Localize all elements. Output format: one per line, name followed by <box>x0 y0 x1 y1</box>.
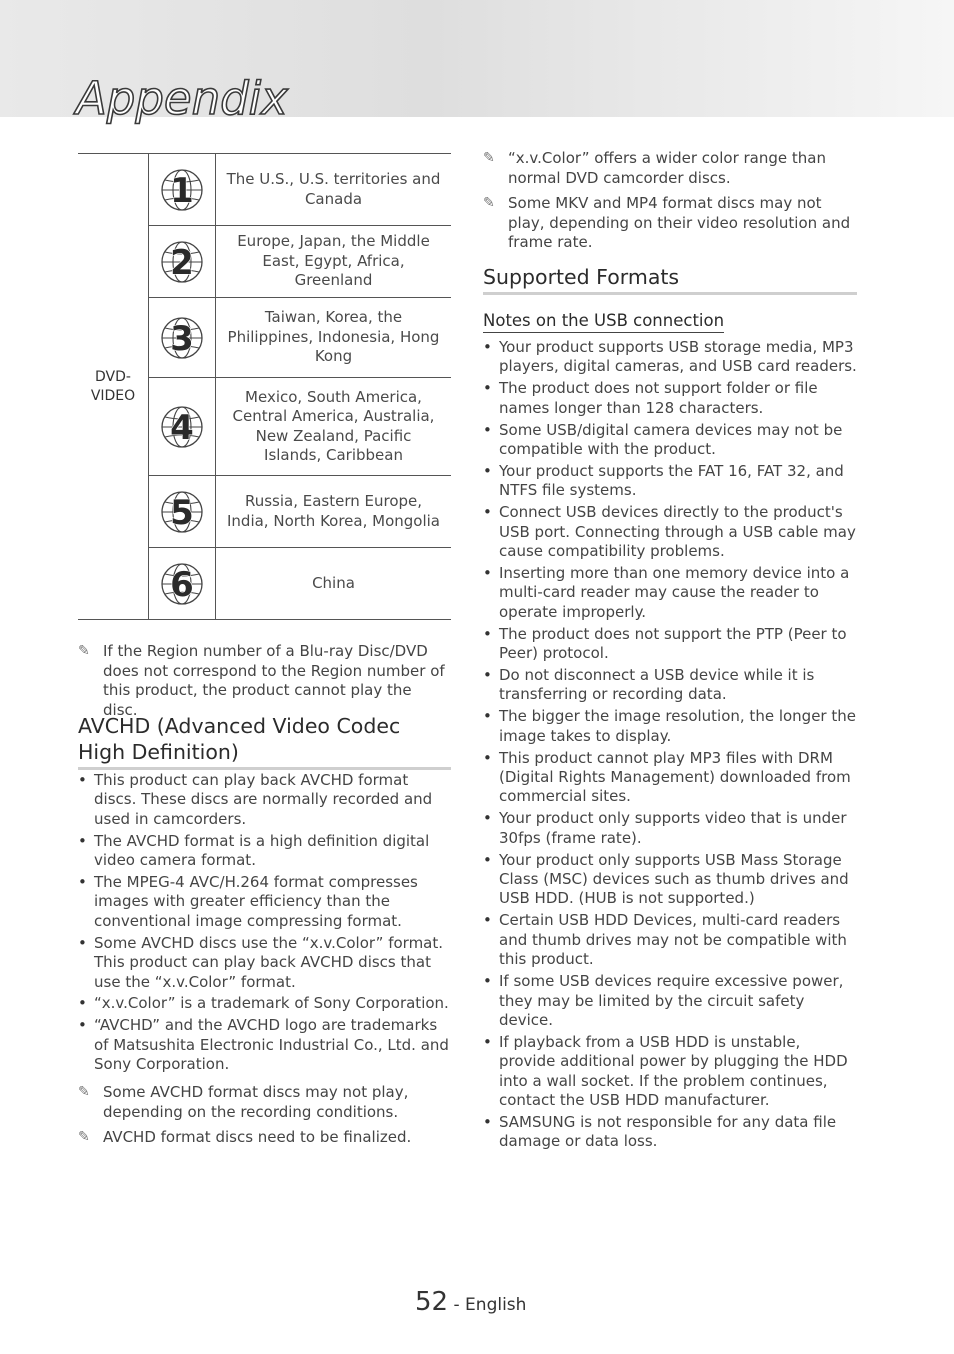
list-item: • Your product supports USB storage media, MP3 players, digital cameras, and USB card readers. <box>483 338 859 377</box>
pencil-note-icon: ✎ <box>78 1084 90 1100</box>
globe-cell <box>149 154 216 226</box>
region-1-globe-icon <box>160 168 204 212</box>
region-note-text: If the Region number of a Blu-ray Disc/DVD does not correspond to the Region number of this product, the product cannot play the disc. <box>103 642 445 719</box>
list-item: • Inserting more than one memory device into a multi-card reader may cause the reader to operate improperly. <box>483 564 859 622</box>
note <box>78 1083 450 1122</box>
page-number: 52 <box>415 1287 449 1317</box>
list-item: • The MPEG-4 AVC/H.264 format compresses images with greater efficiency than the conventional image compressing format. <box>78 873 453 931</box>
list-item: • The AVCHD format is a high definition digital video camera format. <box>78 832 453 871</box>
supported-formats-title: Supported Formats <box>483 264 857 295</box>
note-text: AVCHD format discs need to be finalized. <box>103 1128 412 1146</box>
list-item: • If some USB devices require excessive power, they may be limited by the circuit safety device. <box>483 972 859 1030</box>
usb-bullet-list <box>483 338 859 1154</box>
region-row <box>78 154 451 226</box>
region-description: Europe, Japan, the Middle East, Egypt, Africa, Greenland <box>237 232 430 290</box>
region-number: 2 <box>170 242 194 283</box>
region-5-globe-icon <box>160 490 204 534</box>
note-text: “x.v.Color” offers a wider color range than normal DVD camcorder discs. <box>508 149 826 187</box>
pencil-note-icon: ✎ <box>78 1129 90 1145</box>
region-description: Russia, Eastern Europe, India, North Korea, Mongolia <box>227 492 440 530</box>
list-item: • Your product only supports video that is under 30fps (frame rate). <box>483 809 859 848</box>
list-item: • Do not disconnect a USB device while it is transferring or recording data. <box>483 666 859 705</box>
list-item: • Connect USB devices directly to the product's USB port. Connecting through a USB cable may cause compatibility problems. <box>483 503 859 561</box>
list-item: • SAMSUNG is not responsible for any data file damage or data loss. <box>483 1113 859 1152</box>
list-item: • Certain USB HDD Devices, multi-card readers and thumb drives may not be compatible with this product. <box>483 911 859 969</box>
note-text: Some MKV and MP4 format discs may not play, depending on their video resolution and frame rate. <box>508 194 851 251</box>
region-number: 5 <box>170 492 194 533</box>
region-description: Mexico, South America, Central America, Australia, New Zealand, Pacific Islands, Caribbean <box>232 387 435 464</box>
globe-cell <box>149 378 216 476</box>
pencil-note-icon: ✎ <box>483 150 495 166</box>
footer-language: English <box>465 1295 527 1315</box>
list-item: • “AVCHD” and the AVCHD logo are trademarks of Matsushita Electronic Industrial Co., Ltd. and Sony Corporation. <box>78 1016 453 1074</box>
note-text: Some AVCHD format discs may not play, depending on the recording conditions. <box>103 1083 409 1121</box>
usb-notes-title: Notes on the USB connection <box>483 310 724 333</box>
page-title: Appendix <box>76 72 288 125</box>
region-note <box>78 642 450 720</box>
page-footer <box>415 1287 526 1323</box>
globe-cell <box>149 548 216 620</box>
list-item: • Your product only supports USB Mass Storage Class (MSC) devices such as thumb drives and USB HDD. (HUB is not supported.) <box>483 851 859 909</box>
pencil-note-icon: ✎ <box>483 195 495 211</box>
globe-cell <box>149 476 216 548</box>
list-item: • The product does not support folder or file names longer than 128 characters. <box>483 379 859 418</box>
list-item: • Some USB/digital camera devices may not be compatible with the product. <box>483 421 859 460</box>
region-code-table <box>78 153 451 620</box>
globe-cell <box>149 298 216 378</box>
region-number: 1 <box>170 170 194 211</box>
list-item: • Some AVCHD discs use the “x.v.Color” format. This product can play back AVCHD discs that use the “x.v.Color” format. <box>78 934 453 992</box>
dvd-video-label: DVD- VIDEO <box>78 154 149 620</box>
region-number: 6 <box>170 564 194 605</box>
region-number: 3 <box>170 318 194 359</box>
note <box>483 149 858 188</box>
region-description: The U.S., U.S. territories and Canada <box>226 170 441 208</box>
region-4-globe-icon <box>160 405 204 449</box>
note <box>483 194 858 253</box>
list-item: • The product does not support the PTP (Peer to Peer) protocol. <box>483 625 859 664</box>
avchd-bullet-list <box>78 771 453 1077</box>
avchd-section-title: AVCHD (Advanced Video Codec High Definition) <box>78 713 451 770</box>
region-6-globe-icon <box>160 562 204 606</box>
list-item: • Your product supports the FAT 16, FAT 32, and NTFS file systems. <box>483 462 859 501</box>
region-2-globe-icon <box>160 240 204 284</box>
note <box>78 1128 450 1148</box>
globe-cell <box>149 226 216 298</box>
list-item: • “x.v.Color” is a trademark of Sony Corporation. <box>78 994 453 1013</box>
list-item: • This product can play back AVCHD format discs. These discs are normally recorded and used in camcorders. <box>78 771 453 829</box>
region-number: 4 <box>170 407 194 448</box>
region-description: China <box>312 573 355 592</box>
footer-separator: - <box>448 1295 466 1315</box>
list-item: • This product cannot play MP3 files with DRM (Digital Rights Management) downloaded from commercial sites. <box>483 749 859 807</box>
region-description: Taiwan, Korea, the Philippines, Indonesia, Hong Kong <box>227 308 440 366</box>
list-item: • If playback from a USB HDD is unstable, provide additional power by plugging the HDD into a wall socket. If the problem continues, contact the USB HDD manufacturer. <box>483 1033 859 1111</box>
pencil-note-icon: ✎ <box>78 643 90 659</box>
region-3-globe-icon <box>160 316 204 360</box>
list-item: • The bigger the image resolution, the longer the image takes to display. <box>483 707 859 746</box>
